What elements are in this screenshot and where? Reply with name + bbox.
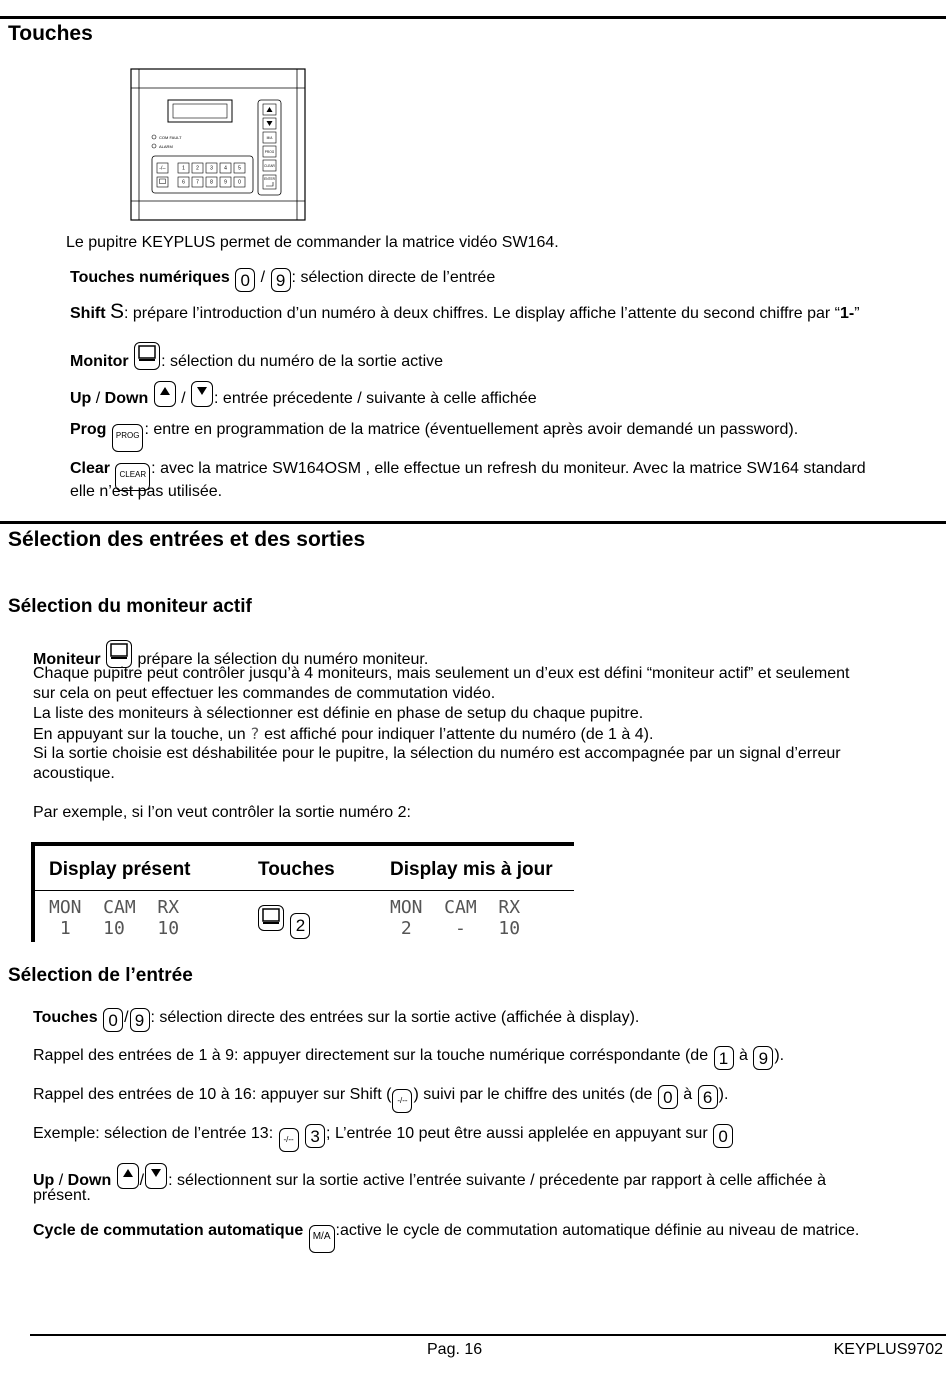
monitor-desc: : sélection du numéro de la sortie active — [161, 353, 444, 370]
device-key-3: 3 — [210, 165, 213, 172]
clear-desc-cont: elle n’est pas utilisée. — [70, 483, 223, 500]
exemple-b: ; L’entrée 10 peut être aussi applelée en appuyant sur — [326, 1125, 713, 1142]
updown-separator: / — [139, 1172, 145, 1189]
key-1-icon: 1 — [714, 1046, 734, 1070]
key-0-icon: 0 — [713, 1124, 733, 1148]
cycle-label: Cycle de commutation automatique — [33, 1222, 304, 1239]
rappel-1-9-line — [33, 1046, 784, 1070]
rappel1-mid: à — [734, 1047, 753, 1064]
rappel2-end: ). — [718, 1086, 729, 1103]
device-key-0: 0 — [238, 179, 241, 186]
down-label: Down — [104, 390, 149, 407]
numeric-keys-desc: : sélection directe de l’entrée — [291, 269, 496, 286]
question-glyph: ? — [250, 724, 260, 743]
section-title-entree: Sélection de l’entrée — [8, 965, 193, 986]
separator: / — [124, 1009, 129, 1026]
prog-desc: : entre en programmation de la matrice (éventuellement après avoir demandé un password). — [144, 421, 799, 438]
footer-rule — [30, 1334, 946, 1336]
table-left-border — [31, 842, 35, 942]
updown-entree-cont: présent. — [33, 1187, 91, 1204]
section-rule-2 — [0, 521, 946, 524]
example-line: Par exemple, si l’on veut contrôler la sortie numéro 2: — [33, 804, 411, 821]
device-key-shift: -/-- — [159, 165, 166, 172]
prog-line — [70, 420, 798, 452]
clear-label: Clear — [70, 460, 111, 477]
led-label-alarm: ALARM — [159, 144, 173, 149]
device-key-9: 9 — [224, 179, 227, 186]
key-9-icon: 9 — [753, 1046, 773, 1070]
touches-line — [33, 1008, 639, 1032]
device-key-clear: CLEAR — [264, 164, 275, 168]
exemple-line — [33, 1124, 734, 1152]
table-header-present: Display présent — [49, 859, 191, 880]
up-label: Up — [70, 390, 92, 407]
cycle-desc: :active le cycle de commutation automatique définie au niveau de matrice. — [335, 1222, 860, 1239]
section-title-touches: Touches — [8, 22, 93, 45]
monitor-key-icon — [258, 905, 284, 931]
key-3-icon: 3 — [305, 1124, 325, 1148]
device-key-1: 1 — [182, 165, 185, 172]
updown-entree-line — [33, 1163, 826, 1191]
keyplus-device-illustration — [130, 68, 306, 226]
appuyant-line — [33, 724, 653, 745]
monitor-line — [70, 342, 443, 372]
down-label: Down — [67, 1172, 112, 1189]
rappel1-text: Rappel des entrées de 1 à 9: appuyer directement sur la touche numérique corréspondante (de — [33, 1047, 713, 1064]
moniteur-label: Moniteur — [33, 651, 101, 668]
paragraph-line: acoustique. — [33, 765, 115, 782]
table-header-rule — [35, 890, 574, 891]
device-key-5: 5 — [238, 165, 241, 172]
down-arrow-icon — [191, 381, 213, 407]
rappel1-end: ). — [774, 1047, 785, 1064]
intro-text: Le pupitre KEYPLUS permet de commander la matrice vidéo SW164. — [66, 234, 559, 251]
ma-key-icon: M/A — [309, 1225, 335, 1253]
device-key-6: 6 — [182, 179, 185, 186]
updown-entree-desc: : sélectionnent sur la sortie active l’entrée suivante / précedente par rapport à celle affichée à — [168, 1172, 826, 1189]
example-table — [31, 842, 574, 942]
shift-glyph: S — [110, 300, 125, 323]
down-arrow-icon — [145, 1163, 167, 1189]
updown-slash: / — [54, 1172, 68, 1189]
top-rule — [0, 16, 946, 19]
paragraph-line: La liste des moniteurs à sélectionner est définie en phase de setup du chaque pupitre. — [33, 705, 644, 722]
shift-label: Shift — [70, 305, 106, 322]
up-arrow-icon — [154, 381, 176, 407]
touches-desc: : sélection directe des entrées sur la sortie active (affichée à display). — [150, 1009, 640, 1026]
updown-slash: / — [91, 390, 105, 407]
prog-key-icon: PROG — [112, 424, 144, 452]
paragraph-line: sur cela on peut effectuer les commandes de commutation vidéo. — [33, 685, 496, 702]
device-key-7: 7 — [196, 179, 199, 186]
document-code: KEYPLUS9702 — [833, 1341, 943, 1358]
appuyant-b: est affiché pour indiquer l’attente du numéro (de 1 à 4). — [259, 726, 654, 743]
key-9-icon: 9 — [271, 268, 291, 292]
updown-line — [70, 381, 537, 409]
rappel2-mid: à — [678, 1086, 697, 1103]
shift-desc: : prépare l’introduction d’un numéro à deux chiffres. Le display affiche l’attente du second chiffre par “ — [124, 305, 840, 322]
device-key-2: 2 — [196, 165, 199, 172]
page-number: Pag. 16 — [427, 1341, 483, 1358]
rappel2-text: Rappel des entrées de 10 à 16: appuyer sur Shift ( — [33, 1086, 392, 1103]
appuyant-a: En appuyant sur la touche, un — [33, 726, 251, 743]
touches-label: Touches — [33, 1009, 98, 1026]
up-label: Up — [33, 1172, 55, 1189]
clear-desc: : avec la matrice SW164OSM , elle effectue un refresh du moniteur. Avec la matrice SW164 standard — [151, 460, 866, 477]
separator: / — [260, 269, 266, 286]
shift-key-icon: -/-- — [279, 1128, 299, 1152]
section-title-moniteur: Sélection du moniteur actif — [8, 596, 252, 617]
updown-separator: / — [181, 390, 186, 407]
key-6-icon: 6 — [698, 1085, 718, 1109]
shift-key-icon: -/-- — [392, 1089, 412, 1113]
rappel2-b: ) suivi par le chiffre des unités (de — [413, 1086, 657, 1103]
table-keys — [257, 905, 311, 939]
paragraph-line: Chaque pupitre peut contrôler jusqu’à 4 moniteurs, mais seulement un d’eux est défini “moniteur actif” et seulement — [33, 665, 850, 682]
paragraph-line: Si la sortie choisie est déshabilitée pour le pupitre, la sélection du numéro est accompagnée par un signal d’erreur — [33, 745, 841, 762]
key-0-icon: 0 — [658, 1085, 678, 1109]
device-key-prog: PROG — [264, 150, 275, 154]
display-present: MON CAM RX 1 10 10 — [49, 897, 180, 939]
device-key-8: 8 — [210, 179, 213, 186]
led-label-com-fault: COM FAULT — [159, 135, 182, 140]
shift-close-quote: ” — [854, 305, 860, 322]
numeric-keys-line — [70, 268, 495, 292]
key-0-icon: 0 — [103, 1008, 123, 1032]
table-header-updated: Display mis à jour — [390, 859, 553, 880]
exemple-text: Exemple: sélection de l’entrée 13: — [33, 1125, 278, 1142]
moniteur-desc: prépare la sélection du numéro moniteur. — [133, 651, 429, 668]
up-arrow-icon — [117, 1163, 139, 1189]
section-title-selection: Sélection des entrées et des sorties — [8, 528, 366, 551]
prog-label: Prog — [70, 421, 107, 438]
device-key-4: 4 — [224, 165, 227, 172]
shift-line — [70, 302, 860, 324]
updown-desc: : entrée précedente / suivante à celle affichée — [214, 390, 537, 407]
shift-indicator: 1- — [840, 305, 855, 322]
monitor-key-icon — [134, 342, 160, 370]
table-header-touches: Touches — [258, 859, 335, 880]
monitor-label: Monitor — [70, 353, 129, 370]
key-2-icon: 2 — [290, 913, 310, 939]
device-key-enter: ENTER — [264, 177, 275, 181]
cycle-line — [33, 1221, 859, 1253]
numeric-keys-label: Touches numériques — [70, 269, 230, 286]
rappel-10-16-line — [33, 1085, 728, 1113]
clear-key-icon: CLEAR — [115, 463, 150, 491]
key-0-icon: 0 — [235, 268, 255, 292]
device-key-ma: M/A — [266, 136, 273, 140]
key-9-icon: 9 — [130, 1008, 150, 1032]
table-top-border — [31, 842, 574, 846]
display-updated: MON CAM RX 2 - 10 — [390, 897, 521, 939]
